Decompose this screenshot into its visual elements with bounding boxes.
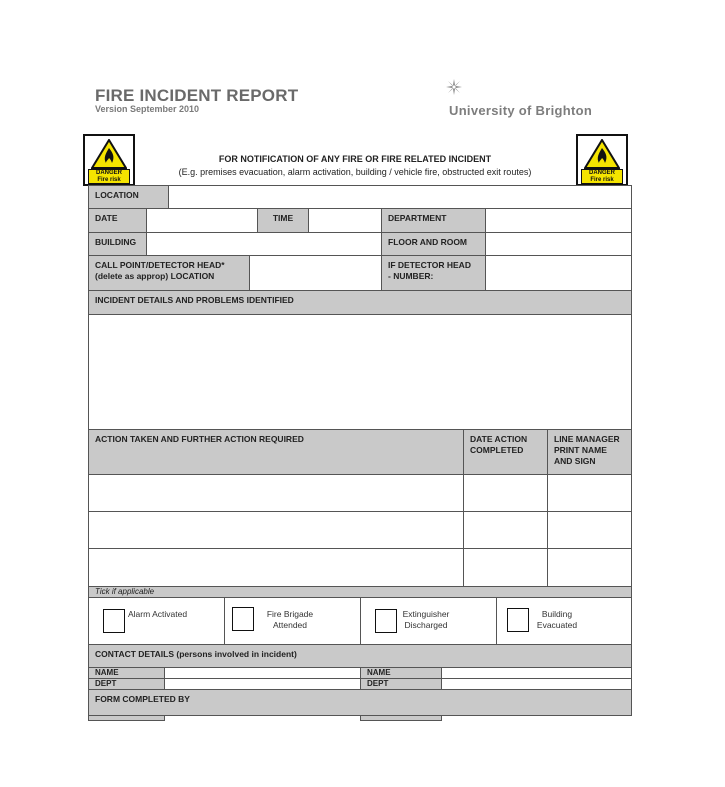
fire-warning-icon: [91, 139, 127, 169]
action-row-1-field[interactable]: [88, 474, 464, 512]
intro-subheading: (E.g. premises evacuation, alarm activation, building / vehicle fire, obstructed exit routes): [178, 167, 532, 177]
alarm-activated-label: [128, 609, 198, 620]
detector-number-field[interactable]: [485, 255, 632, 291]
form-completed-by-heading: FORM COMPLETED BY: [88, 689, 632, 716]
tick-if-applicable-heading: Tick if applicable: [88, 586, 632, 598]
evacuated-line1: Building: [541, 609, 573, 619]
danger-label: [581, 169, 623, 184]
action-row-3-field[interactable]: [88, 548, 464, 587]
university-star-icon: [445, 78, 463, 96]
line-manager-heading: [547, 429, 632, 475]
danger-label-line2: Fire risk: [97, 176, 121, 183]
date-field[interactable]: [146, 208, 258, 233]
contact-name-label-2: NAME: [360, 667, 442, 679]
floor-room-label: FLOOR AND ROOM: [381, 232, 486, 256]
version-text: Version September 2010: [95, 104, 200, 114]
incident-details-field[interactable]: [88, 314, 632, 430]
floor-room-field[interactable]: [485, 232, 632, 256]
action-row-3-date[interactable]: [463, 548, 548, 587]
building-evacuated-checkbox[interactable]: [507, 608, 529, 632]
contact-details-heading: CONTACT DETAILS (persons involved in incident): [88, 644, 632, 668]
completed-by-label-stub-2: [360, 715, 442, 721]
action-heading: ACTION TAKEN AND FURTHER ACTION REQUIRED: [88, 429, 464, 475]
danger-sign-right: [576, 134, 628, 186]
fire-warning-icon: [584, 139, 620, 169]
contact-dept-label-2: DEPT: [360, 678, 442, 690]
extinguisher-line2: Discharged: [404, 620, 448, 630]
department-label: DEPARTMENT: [381, 208, 486, 233]
location-field[interactable]: [168, 185, 632, 209]
building-label: BUILDING: [88, 232, 147, 256]
action-row-1-date[interactable]: [463, 474, 548, 512]
fire-brigade-checkbox[interactable]: [232, 607, 254, 631]
action-row-3-manager[interactable]: [547, 548, 632, 587]
location-label: LOCATION: [88, 185, 169, 209]
completed-by-label-stub-1: [88, 715, 165, 721]
intro-heading: FOR NOTIFICATION OF ANY FIRE OR FIRE RELATED INCIDENT: [218, 154, 492, 164]
fire-brigade-line1: Fire Brigade: [266, 609, 314, 619]
detector-label-line1: IF DETECTOR HEAD: [388, 260, 471, 270]
report-title: FIRE INCIDENT REPORT: [95, 86, 299, 105]
time-label: TIME: [257, 208, 309, 233]
fire-brigade-line2: Attended: [272, 620, 308, 630]
line-manager-line2: PRINT NAME: [554, 445, 607, 455]
extinguisher-label: [396, 609, 456, 631]
call-point-label-line1: CALL POINT/DETECTOR HEAD*: [95, 260, 225, 270]
fire-brigade-label: [258, 609, 322, 631]
action-row-2-manager[interactable]: [547, 511, 632, 549]
contact-name-label-1: NAME: [88, 667, 165, 679]
extinguisher-line1: Extinguisher: [402, 609, 450, 619]
alarm-activated-checkbox[interactable]: [103, 609, 125, 633]
university-name: University of Brighton: [449, 103, 593, 118]
incident-details-heading: INCIDENT DETAILS AND PROBLEMS IDENTIFIED: [88, 290, 632, 315]
alarm-label-line1: Alarm Activated: [128, 609, 188, 619]
line-manager-line3: AND SIGN: [554, 456, 596, 466]
date-action-completed-heading: [463, 429, 548, 475]
danger-label-line1: DANGER: [588, 170, 615, 176]
building-field[interactable]: [146, 232, 382, 256]
contact-dept-label-1: DEPT: [88, 678, 165, 690]
action-row-2-date[interactable]: [463, 511, 548, 549]
date-action-line2: COMPLETED: [470, 445, 524, 455]
call-point-label-line2: (delete as approp) LOCATION: [95, 271, 215, 281]
department-field[interactable]: [485, 208, 632, 233]
building-evacuated-label: [530, 609, 584, 631]
action-row-1-manager[interactable]: [547, 474, 632, 512]
extinguisher-checkbox[interactable]: [375, 609, 397, 633]
line-manager-line1: LINE MANAGER: [554, 434, 620, 444]
danger-label: [88, 169, 130, 184]
date-label: DATE: [88, 208, 147, 233]
date-action-line1: DATE ACTION: [470, 434, 528, 444]
action-row-2-field[interactable]: [88, 511, 464, 549]
time-field[interactable]: [308, 208, 382, 233]
danger-label-line1: DANGER: [95, 170, 122, 176]
evacuated-line2: Evacuated: [536, 620, 578, 630]
call-point-field[interactable]: [249, 255, 382, 291]
danger-sign-left: [83, 134, 135, 186]
detector-number-label: [381, 255, 486, 291]
detector-label-line2: - NUMBER:: [388, 271, 434, 281]
call-point-label: [88, 255, 250, 291]
danger-label-line2: Fire risk: [590, 176, 614, 183]
